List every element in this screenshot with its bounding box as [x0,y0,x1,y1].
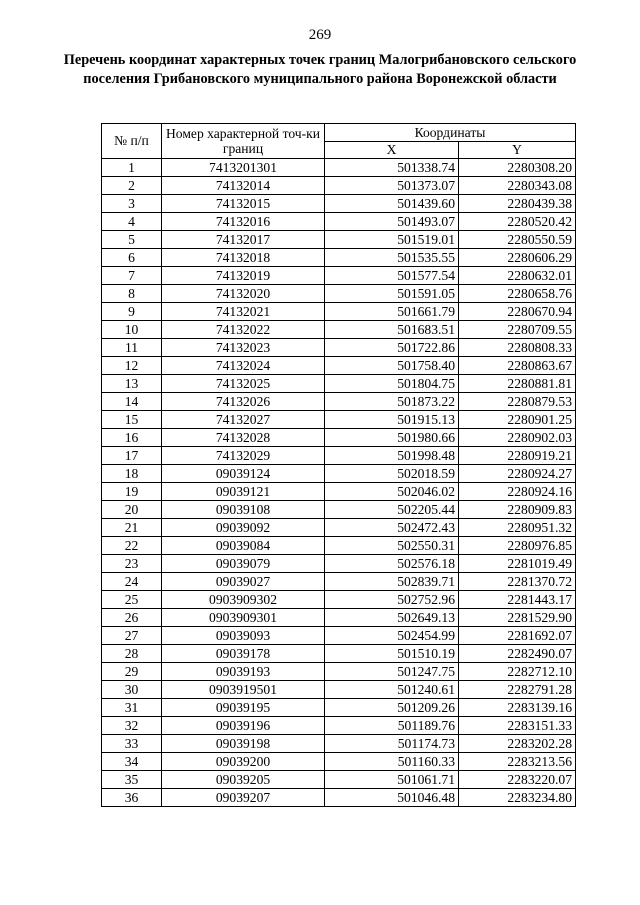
point-id: 74132024 [162,357,325,375]
coord-x: 501591.05 [325,285,459,303]
row-number: 18 [102,465,162,483]
coord-y: 2280924.16 [459,483,576,501]
point-id: 74132025 [162,375,325,393]
page-number: 269 [308,27,332,43]
coord-y: 2280881.81 [459,375,576,393]
table-row [102,177,576,195]
row-number: 30 [102,681,162,699]
table-row [102,411,576,429]
coord-y: 2280308.20 [459,159,576,177]
table-row [102,429,576,447]
point-id: 74132018 [162,249,325,267]
coord-x: 502550.31 [325,537,459,555]
row-number: 2 [102,177,162,195]
coord-x: 501189.76 [325,717,459,735]
point-id: 09039108 [162,501,325,519]
row-number: 12 [102,357,162,375]
coord-x: 501174.73 [325,735,459,753]
coord-x: 502649.13 [325,609,459,627]
coord-y: 2282712.10 [459,663,576,681]
coord-x: 501240.61 [325,681,459,699]
point-id: 09039196 [162,717,325,735]
point-id: 09039200 [162,753,325,771]
coord-x: 502752.96 [325,591,459,609]
point-id: 09039092 [162,519,325,537]
coord-y: 2283151.33 [459,717,576,735]
coord-x: 501493.07 [325,213,459,231]
coord-y: 2280976.85 [459,537,576,555]
point-id: 74132021 [162,303,325,321]
point-id: 09039121 [162,483,325,501]
row-number: 13 [102,375,162,393]
row-number: 34 [102,753,162,771]
coord-y: 2280951.32 [459,519,576,537]
row-number: 19 [102,483,162,501]
row-number: 25 [102,591,162,609]
coord-x: 502018.59 [325,465,459,483]
coord-x: 501519.01 [325,231,459,249]
table-row [102,357,576,375]
table-row [102,303,576,321]
point-id: 09039178 [162,645,325,663]
row-number: 8 [102,285,162,303]
coord-y: 2282791.28 [459,681,576,699]
point-id: 09039207 [162,789,325,807]
coord-y: 2280879.53 [459,393,576,411]
point-id: 09039193 [162,663,325,681]
row-number: 5 [102,231,162,249]
coord-y: 2280709.55 [459,321,576,339]
coord-y: 2281692.07 [459,627,576,645]
point-id: 09039195 [162,699,325,717]
point-id: 0903909301 [162,609,325,627]
coord-x: 501758.40 [325,357,459,375]
row-number: 26 [102,609,162,627]
table-row [102,213,576,231]
row-number: 11 [102,339,162,357]
row-number: 17 [102,447,162,465]
table-row [102,447,576,465]
point-id: 09039205 [162,771,325,789]
row-number: 4 [102,213,162,231]
coord-y: 2281019.49 [459,555,576,573]
header-y: Y [459,142,576,159]
coord-x: 501873.22 [325,393,459,411]
coord-x: 501577.54 [325,267,459,285]
row-number: 27 [102,627,162,645]
table-row [102,339,576,357]
coord-x: 502205.44 [325,501,459,519]
coord-x: 501373.07 [325,177,459,195]
coord-x: 501915.13 [325,411,459,429]
header-num: № п/п [102,124,162,159]
row-number: 15 [102,411,162,429]
row-number: 6 [102,249,162,267]
point-id: 09039084 [162,537,325,555]
table-row [102,735,576,753]
point-id: 0903909302 [162,591,325,609]
table-row [102,573,576,591]
table-row [102,627,576,645]
coord-x: 501661.79 [325,303,459,321]
table-row [102,609,576,627]
coord-x: 501439.60 [325,195,459,213]
row-number: 10 [102,321,162,339]
table-row [102,267,576,285]
point-id: 7413201301 [162,159,325,177]
coordinates-table [101,123,576,807]
table-row [102,375,576,393]
table-row [102,789,576,807]
coord-x: 502839.71 [325,573,459,591]
row-number: 20 [102,501,162,519]
coord-x: 502472.43 [325,519,459,537]
point-id: 74132029 [162,447,325,465]
coord-x: 502046.02 [325,483,459,501]
table-body [102,159,576,807]
point-id: 74132019 [162,267,325,285]
table-row [102,501,576,519]
row-number: 36 [102,789,162,807]
table-row [102,699,576,717]
point-id: 74132022 [162,321,325,339]
coord-y: 2280343.08 [459,177,576,195]
table-row [102,681,576,699]
coord-y: 2283202.28 [459,735,576,753]
coord-y: 2283213.56 [459,753,576,771]
coord-y: 2280670.94 [459,303,576,321]
table-row [102,483,576,501]
row-number: 28 [102,645,162,663]
point-id: 74132015 [162,195,325,213]
point-id: 74132016 [162,213,325,231]
row-number: 16 [102,429,162,447]
header-x: X [325,142,459,159]
coord-y: 2280606.29 [459,249,576,267]
table-row [102,537,576,555]
point-id: 09039124 [162,465,325,483]
document-title: Перечень координат характерных точек границ Малогрибановского сельского поселения Грибановского муниципального района Воронежской области [63,52,577,87]
coord-y: 2280902.03 [459,429,576,447]
coord-x: 501998.48 [325,447,459,465]
coord-x: 501683.51 [325,321,459,339]
row-number: 23 [102,555,162,573]
coord-x: 501804.75 [325,375,459,393]
coord-x: 501046.48 [325,789,459,807]
point-id: 74132014 [162,177,325,195]
coord-y: 2281443.17 [459,591,576,609]
coord-y: 2280919.21 [459,447,576,465]
point-id: 09039198 [162,735,325,753]
coord-x: 501209.26 [325,699,459,717]
table-row [102,159,576,177]
coord-x: 501160.33 [325,753,459,771]
coord-y: 2280924.27 [459,465,576,483]
point-id: 74132027 [162,411,325,429]
row-number: 9 [102,303,162,321]
table-row [102,645,576,663]
header-coordinates: Координаты [325,124,576,142]
table-header-row [102,124,576,142]
row-number: 31 [102,699,162,717]
row-number: 32 [102,717,162,735]
coord-y: 2283139.16 [459,699,576,717]
table-row [102,519,576,537]
coord-x: 501247.75 [325,663,459,681]
header-point: Номер характерной точ-ки границ [162,124,325,159]
coord-y: 2280658.76 [459,285,576,303]
coord-y: 2280901.25 [459,411,576,429]
coord-y: 2280520.42 [459,213,576,231]
row-number: 33 [102,735,162,753]
point-id: 09039079 [162,555,325,573]
point-id: 74132028 [162,429,325,447]
table-row [102,753,576,771]
coord-x: 501722.86 [325,339,459,357]
point-id: 09039027 [162,573,325,591]
table-row [102,591,576,609]
table-row [102,231,576,249]
point-id: 0903919501 [162,681,325,699]
coord-y: 2283234.80 [459,789,576,807]
coord-y: 2280909.83 [459,501,576,519]
table-row [102,663,576,681]
row-number: 14 [102,393,162,411]
row-number: 1 [102,159,162,177]
coord-x: 501338.74 [325,159,459,177]
row-number: 22 [102,537,162,555]
table-row [102,465,576,483]
coord-y: 2280632.01 [459,267,576,285]
table-row [102,195,576,213]
coord-y: 2281370.72 [459,573,576,591]
row-number: 21 [102,519,162,537]
row-number: 3 [102,195,162,213]
point-id: 74132020 [162,285,325,303]
coord-y: 2282490.07 [459,645,576,663]
point-id: 74132023 [162,339,325,357]
coord-x: 501535.55 [325,249,459,267]
coord-y: 2280550.59 [459,231,576,249]
coord-x: 502576.18 [325,555,459,573]
row-number: 29 [102,663,162,681]
row-number: 24 [102,573,162,591]
coord-y: 2281529.90 [459,609,576,627]
coord-y: 2283220.07 [459,771,576,789]
point-id: 09039093 [162,627,325,645]
table-row [102,771,576,789]
coord-y: 2280863.67 [459,357,576,375]
coord-x: 501980.66 [325,429,459,447]
coord-x: 502454.99 [325,627,459,645]
table-row [102,249,576,267]
table-row [102,717,576,735]
coord-x: 501061.71 [325,771,459,789]
coord-y: 2280808.33 [459,339,576,357]
point-id: 74132017 [162,231,325,249]
table-row [102,285,576,303]
coord-y: 2280439.38 [459,195,576,213]
coord-x: 501510.19 [325,645,459,663]
row-number: 7 [102,267,162,285]
table-row [102,393,576,411]
row-number: 35 [102,771,162,789]
table-row [102,321,576,339]
table-row [102,555,576,573]
point-id: 74132026 [162,393,325,411]
